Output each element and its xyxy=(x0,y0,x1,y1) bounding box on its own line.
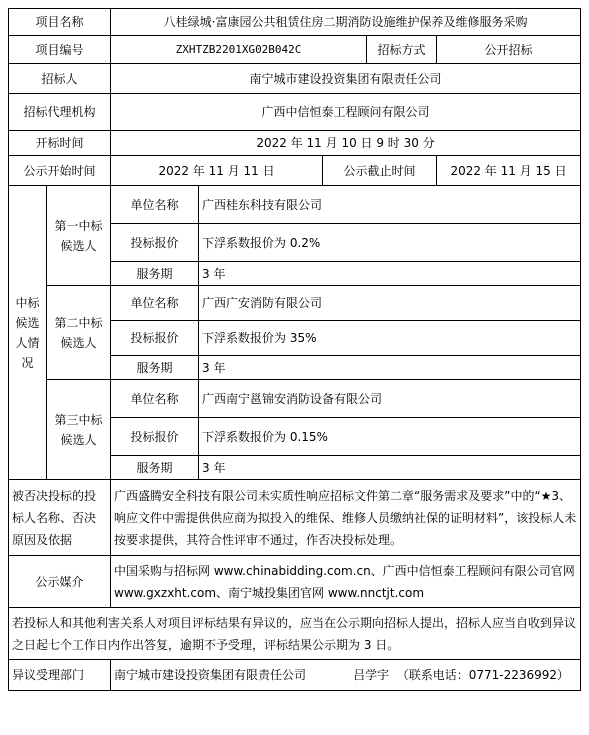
objection-label: 异议受理部门 xyxy=(9,660,111,691)
row-project-no xyxy=(9,36,581,64)
objection-contact xyxy=(114,667,577,683)
candidate-3-price: 下浮系数报价为 0.15% xyxy=(199,418,581,456)
publicity-end-value: 2022 年 11 月 15 日 xyxy=(437,156,581,186)
open-time-label: 开标时间 xyxy=(9,131,111,156)
candidate-3-price-label: 投标报价 xyxy=(111,418,199,456)
candidate-3-rank: 第三中标候选人 xyxy=(47,380,111,480)
row-media xyxy=(9,556,581,608)
objection-cell xyxy=(111,660,581,691)
candidate-1-rank: 第一中标候选人 xyxy=(47,186,111,286)
row-agency xyxy=(9,94,581,131)
bid-result-table xyxy=(8,8,581,691)
candidate-1-period: 3 年 xyxy=(199,262,581,286)
candidate-2-unit: 广西广安消防有限公司 xyxy=(199,286,581,321)
candidate-1-price: 下浮系数报价为 0.2% xyxy=(199,224,581,262)
candidate-1-period-label: 服务期 xyxy=(111,262,199,286)
candidate-2-unit-label: 单位名称 xyxy=(111,286,199,321)
objection-person: 吕学宇 xyxy=(353,668,390,682)
candidate-1-unit-row xyxy=(9,186,581,224)
project-no-value: ZXHTZB2201XG02B042C xyxy=(111,36,367,64)
objection-contact-info xyxy=(353,667,569,683)
project-name-value: 八桂绿城·富康园公共租赁住房二期消防设施维护保养及维修服务采购 xyxy=(111,9,581,36)
objection-phone: （联系电话：0771-2236992） xyxy=(396,668,570,682)
row-publicity xyxy=(9,156,581,186)
candidate-2-period-label: 服务期 xyxy=(111,356,199,380)
objection-dept: 南宁城市建设投资集团有限责任公司 xyxy=(114,668,307,682)
candidate-2-price: 下浮系数报价为 35% xyxy=(199,321,581,356)
row-project-name xyxy=(9,9,581,36)
method-label: 招标方式 xyxy=(367,36,437,64)
candidate-2-period: 3 年 xyxy=(199,356,581,380)
publicity-start-value: 2022 年 11 月 11 日 xyxy=(111,156,323,186)
candidate-2-price-label: 投标报价 xyxy=(111,321,199,356)
candidate-1-unit-label: 单位名称 xyxy=(111,186,199,224)
publicity-start-label: 公示开始时间 xyxy=(9,156,111,186)
candidate-3-period: 3 年 xyxy=(199,456,581,480)
media-value: 中国采购与招标网 www.chinabidding.com.cn、广西中信恒泰工程顾问有限公司官网 www.gxzxht.com、南宁城投集团官网 www.nnctjt.com xyxy=(111,556,581,608)
row-open-time xyxy=(9,131,581,156)
notice-text: 若投标人和其他利害关系人对项目评标结果有异议的，应当在公示期向招标人提出，招标人应当自收到异议之日起七个工作日内作出答复，逾期不予受理，评标结果公示期为 3 日。 xyxy=(9,608,581,660)
tenderer-label: 招标人 xyxy=(9,64,111,94)
project-name-label: 项目名称 xyxy=(9,9,111,36)
rejected-label: 被否决投标的投标人名称、否决原因及依据 xyxy=(9,480,111,556)
candidate-3-unit-row xyxy=(9,380,581,418)
row-rejected xyxy=(9,480,581,556)
method-value: 公开招标 xyxy=(437,36,581,64)
project-no-label: 项目编号 xyxy=(9,36,111,64)
candidate-2-unit-row xyxy=(9,286,581,321)
open-time-value: 2022 年 11 月 10 日 9 时 30 分 xyxy=(111,131,581,156)
tenderer-value: 南宁城市建设投资集团有限责任公司 xyxy=(111,64,581,94)
media-label: 公示媒介 xyxy=(9,556,111,608)
candidate-3-unit-label: 单位名称 xyxy=(111,380,199,418)
candidate-2-rank: 第二中标候选人 xyxy=(47,286,111,380)
candidate-3-unit: 广西南宁邕锦安消防设备有限公司 xyxy=(199,380,581,418)
candidates-group-label: 中标候选人情况 xyxy=(9,186,47,480)
row-notice xyxy=(9,608,581,660)
candidate-3-period-label: 服务期 xyxy=(111,456,199,480)
candidate-1-price-label: 投标报价 xyxy=(111,224,199,262)
agency-label: 招标代理机构 xyxy=(9,94,111,131)
publicity-end-label: 公示截止时间 xyxy=(323,156,437,186)
row-objection xyxy=(9,660,581,691)
rejected-value: 广西盛腾安全科技有限公司未实质性响应招标文件第二章“服务需求及要求”中的“★3、响应文件中需提供供应商为拟投入的维保、维修人员缴纳社保的证明材料”，该投标人未按要求提供，其符合性评审不通过，作否决投标处理。 xyxy=(111,480,581,556)
candidate-1-unit: 广西桂东科技有限公司 xyxy=(199,186,581,224)
row-tenderer xyxy=(9,64,581,94)
agency-value: 广西中信恒泰工程顾问有限公司 xyxy=(111,94,581,131)
